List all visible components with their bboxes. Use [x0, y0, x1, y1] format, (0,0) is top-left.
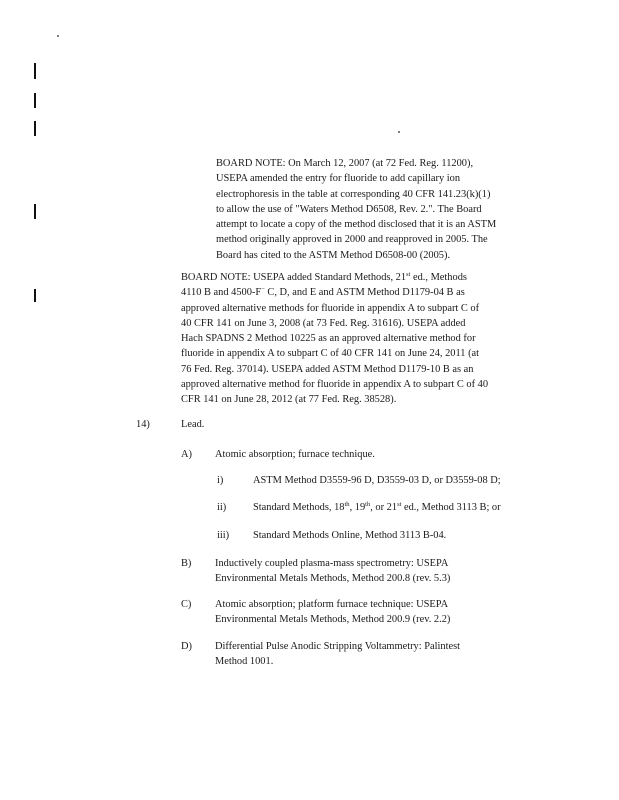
text-line: approved alternative method for fluoride in appendix A to subpart C of 40: [181, 379, 489, 391]
subitem-ii-text: Standard Methods, 18th, 19th, or 21st ed., Method 3113 B; or: [253, 501, 501, 513]
text-line: Hach SPADNS 2 Method 10225 as an approved alternative method for: [181, 333, 476, 345]
text-line: Differential Pulse Anodic Stripping Voltammetry: Palintest: [215, 641, 461, 652]
text-line: 40 CFR 141 on June 3, 2008 (at 73 Fed. Reg. 31616). USEPA added: [181, 317, 466, 329]
text-line: Atomic absorption; platform furnace technique: USEPA: [215, 599, 449, 610]
item-a-text: Atomic absorption; furnace technique.: [215, 449, 375, 460]
text-line: Board has cited to the ASTM Method D6508-00 (2005).: [216, 249, 451, 261]
superscript: st: [397, 501, 402, 508]
superscript: th: [365, 501, 371, 508]
text-line: 4110 B and 4500-F− C, D, and E and ASTM Method D1179-04 B as: [181, 286, 465, 299]
text-line: Environmental Metals Methods, Method 200.8 (rev. 5.3): [215, 573, 451, 585]
item-b-label: B): [181, 558, 192, 569]
subitem-iii-label: iii): [217, 530, 230, 541]
item-c-text: [215, 597, 450, 628]
scan-speck-top: [57, 35, 59, 37]
text-line: BOARD NOTE: On March 12, 2007 (at 72 Fed. Reg. 11200),: [216, 158, 474, 169]
superscript: st: [406, 271, 411, 278]
change-bar: [34, 289, 36, 302]
item-14-title: Lead.: [181, 419, 205, 430]
change-bar: [34, 63, 36, 79]
subitem-i-text: ASTM Method D3559-96 D, D3559-03 D, or D3559-08 D;: [253, 475, 501, 486]
text-line: Method 1001.: [215, 656, 274, 668]
subitem-i-label: i): [217, 475, 224, 486]
text-line: electrophoresis in the table at corresponding 40 CFR 141.23(k)(1): [216, 188, 491, 200]
text-line: attempt to locate a copy of the method disclosed that it is an ASTM: [216, 219, 497, 231]
text-line: 76 Fed. Reg. 37014). USEPA added ASTM Method D1179-10 B as an: [181, 363, 474, 375]
text-line: USEPA amended the entry for fluoride to add capillary ion: [216, 173, 461, 185]
text-line: BOARD NOTE: USEPA added Standard Methods, 21st ed., Methods: [181, 271, 467, 283]
item-a-label: A): [181, 449, 192, 460]
item-c-label: C): [181, 599, 192, 610]
change-bar: [34, 93, 36, 108]
text-line: to allow the use of "Waters Method D6508, Rev. 2.". The Board: [216, 203, 482, 215]
item-b-text: [215, 556, 450, 587]
text-line: approved alternative methods for fluoride in appendix A to subpart C of: [181, 302, 480, 314]
item-14-number: 14): [136, 419, 150, 430]
text-line: Inductively coupled plasma-mass spectrometry: USEPA: [215, 558, 449, 569]
subitem-ii-label: ii): [217, 502, 227, 513]
change-bar: [34, 121, 36, 136]
text-line: CFR 141 on June 28, 2012 (at 77 Fed. Reg. 38528).: [181, 394, 397, 406]
text-line: Environmental Metals Methods, Method 200.9 (rev. 2.2): [215, 614, 451, 626]
item-d-label: D): [181, 641, 192, 652]
subitem-iii-text: Standard Methods Online, Method 3113 B-04.: [253, 530, 447, 541]
scan-speck-right: [398, 131, 400, 133]
text-line: fluoride in appendix A to subpart C of 40 CFR 141 on June 24, 2011 (at: [181, 348, 480, 360]
change-bar: [34, 204, 36, 219]
board-note-fluoride-alternatives: [181, 270, 488, 408]
superscript: th: [344, 501, 350, 508]
text-line: method originally approved in 2000 and reapproved in 2005. The: [216, 234, 488, 246]
board-note-fluoride-capillary: [216, 156, 496, 263]
superscript: −: [261, 286, 265, 294]
item-d-text: [215, 639, 460, 670]
